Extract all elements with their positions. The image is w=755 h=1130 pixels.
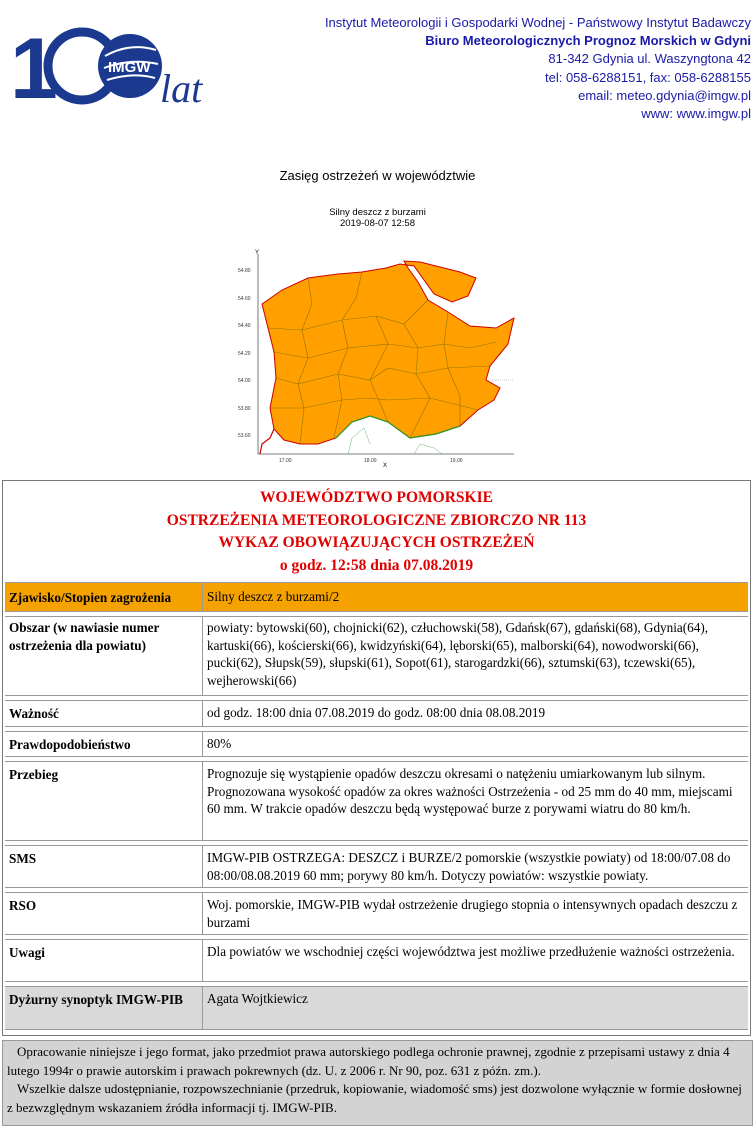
row-area (5, 616, 748, 696)
warning-heading (3, 487, 750, 577)
row-value: IMGW-PIB OSTRZEGA: DESZCZ i BURZE/2 pomorskie (wszystkie powiaty) od 18:00/07.08 do 08:00/08.08.2019 60 mm; porywy 80 km/h. Dotyczy powiatów: wszystkie powiaty. (207, 850, 731, 883)
imgw-100-lat-logo (10, 20, 210, 110)
row-forecaster (5, 986, 748, 1030)
map-y-tick: 54.40 (238, 323, 251, 329)
map-y-tick: 54.60 (238, 296, 251, 302)
heading-issue-time: o godz. 12:58 dnia 07.08.2019 (279, 556, 474, 574)
map-y-axis-label: Y (255, 250, 260, 256)
address: 81-342 Gdynia ul. Waszyngtona 42 (548, 51, 751, 67)
row-label: Przebieg (5, 762, 203, 840)
row-phenomenon (5, 582, 748, 612)
office-name: Biuro Meteorologicznych Prognoz Morskich w Gdyni (425, 33, 751, 49)
map-caption: Zasięg ostrzeżeń w województwie (279, 168, 476, 183)
institute-name: Instytut Meteorologii i Gospodarki Wodnej - Państwowy Instytut Badawczy (324, 15, 751, 30)
copyright-paragraph: Opracowanie niniejsze i jego format, jako przedmiot prawa autorskiego podlega ochronie prawnej, zgodnie z przepisami ustawy z dnia 4 lutego 1994r o prawie autorskim i prawach pokrewnych (dz. U. z 2006 r. Nr 90, poz. 631 z późn. zm.). (7, 1044, 730, 1078)
warning-region-map (238, 248, 520, 468)
logo-suffix: lat (160, 66, 203, 110)
row-value: Woj. pomorskie, IMGW-PIB wydał ostrzeżenie drugiego stopnia o intensywnych opadach deszczu z burzami (207, 897, 738, 930)
map-x-tick: 18.00 (364, 458, 377, 464)
row-validity (5, 700, 748, 727)
map-y-tick: 53.60 (238, 433, 251, 439)
row-label: RSO (5, 893, 203, 934)
row-value: Agata Wojtkiewicz (207, 991, 308, 1006)
row-value: od godz. 18:00 dnia 07.08.2019 do godz. 08:00 dnia 08.08.2019 (207, 705, 546, 720)
map-x-tick: 19.00 (450, 458, 463, 464)
map-x-axis-label: X (383, 463, 388, 468)
map-y-tick: 54.00 (238, 378, 251, 384)
row-value: Silny deszcz z burzami/2 (207, 589, 340, 604)
map-title (0, 207, 755, 229)
row-label: Dyżurny synoptyk IMGW-PIB (5, 987, 203, 1029)
map-y-tick: 53.80 (238, 406, 251, 412)
row-label: Obszar (w nawiasie numer ostrzeżenia dla powiatu) (5, 617, 203, 695)
warning-panel (2, 480, 751, 1036)
copyright-footer (2, 1040, 753, 1126)
heading-list-title: WYKAZ OBOWIĄZUJĄCYCH OSTRZEŻEŃ (218, 534, 535, 551)
row-value: powiaty: bytowski(60), chojnicki(62), człuchowski(58), Gdańsk(67), gdański(68), Gdynia(64), kartuski(66), kościerski(66), kwidzyński(64), lęborski(65), malborski(64), nowodworski(66), pucki(62), Słupsk(59), słupski(61), Sopot(61), starogardzki(66), sztumski(63), tczewski(65), wejherowski(66) (207, 620, 709, 688)
distribution-paragraph: Wszelkie dalsze udostępnianie, rozpowszechnianie (przedruk, kopiowanie, wiadomość sms) jest dozwolone wyłącznie w formie dosłownej z bezwzględnym wskazaniem źródła informacji tj. IMGW-PIB. (7, 1081, 742, 1115)
email[interactable]: email: meteo.gdynia@imgw.pl (578, 87, 751, 103)
logo-emblem-text: IMGW (108, 59, 151, 76)
logo-numeral: 1 (10, 21, 58, 110)
row-value: 80% (207, 736, 232, 751)
row-course (5, 761, 748, 841)
website[interactable]: www: www.imgw.pl (641, 106, 751, 122)
row-value: Prognozuje się wystąpienie opadów deszczu okresami o natężeniu umiarkowanym lub silnym. Prognozowana wysokość opadów za okres ważności Ostrzeżenia - od 25 mm do 40 mm, miejscami 60 mm. W trakcie opadów deszczu będą występować burze z porywami wiatru do 80 km/h. (207, 766, 733, 816)
map-y-tick: 54.20 (238, 351, 251, 357)
row-label: Zjawisko/Stopien zagrożenia (5, 583, 203, 611)
row-label: Prawdopodobieństwo (5, 732, 203, 756)
row-label: SMS (5, 846, 203, 887)
row-value: Dla powiatów we wschodniej części województwa jest możliwe przedłużenie ważności ostrzeżenia. (207, 944, 735, 959)
row-sms (5, 845, 748, 888)
row-probability (5, 731, 748, 757)
row-rso (5, 892, 748, 935)
map-x-tick: 17.00 (279, 458, 292, 464)
heading-bulletin-number: OSTRZEŻENIA METEOROLOGICZNE ZBIORCZO NR 113 (166, 511, 587, 529)
row-label: Ważność (5, 701, 203, 726)
map-title-date: 2019-08-07 12:58 (339, 218, 415, 229)
institute-contact-block (325, 14, 751, 123)
map-y-tick: 54.80 (238, 268, 251, 274)
map-title-phenomenon: Silny deszcz z burzami (329, 207, 426, 218)
heading-voivodeship: WOJEWÓDZTWO POMORSKIE (260, 489, 493, 506)
phone-fax: tel: 058-6288151, fax: 058-6288155 (544, 69, 751, 85)
row-label: Uwagi (5, 940, 203, 981)
row-remarks (5, 939, 748, 982)
